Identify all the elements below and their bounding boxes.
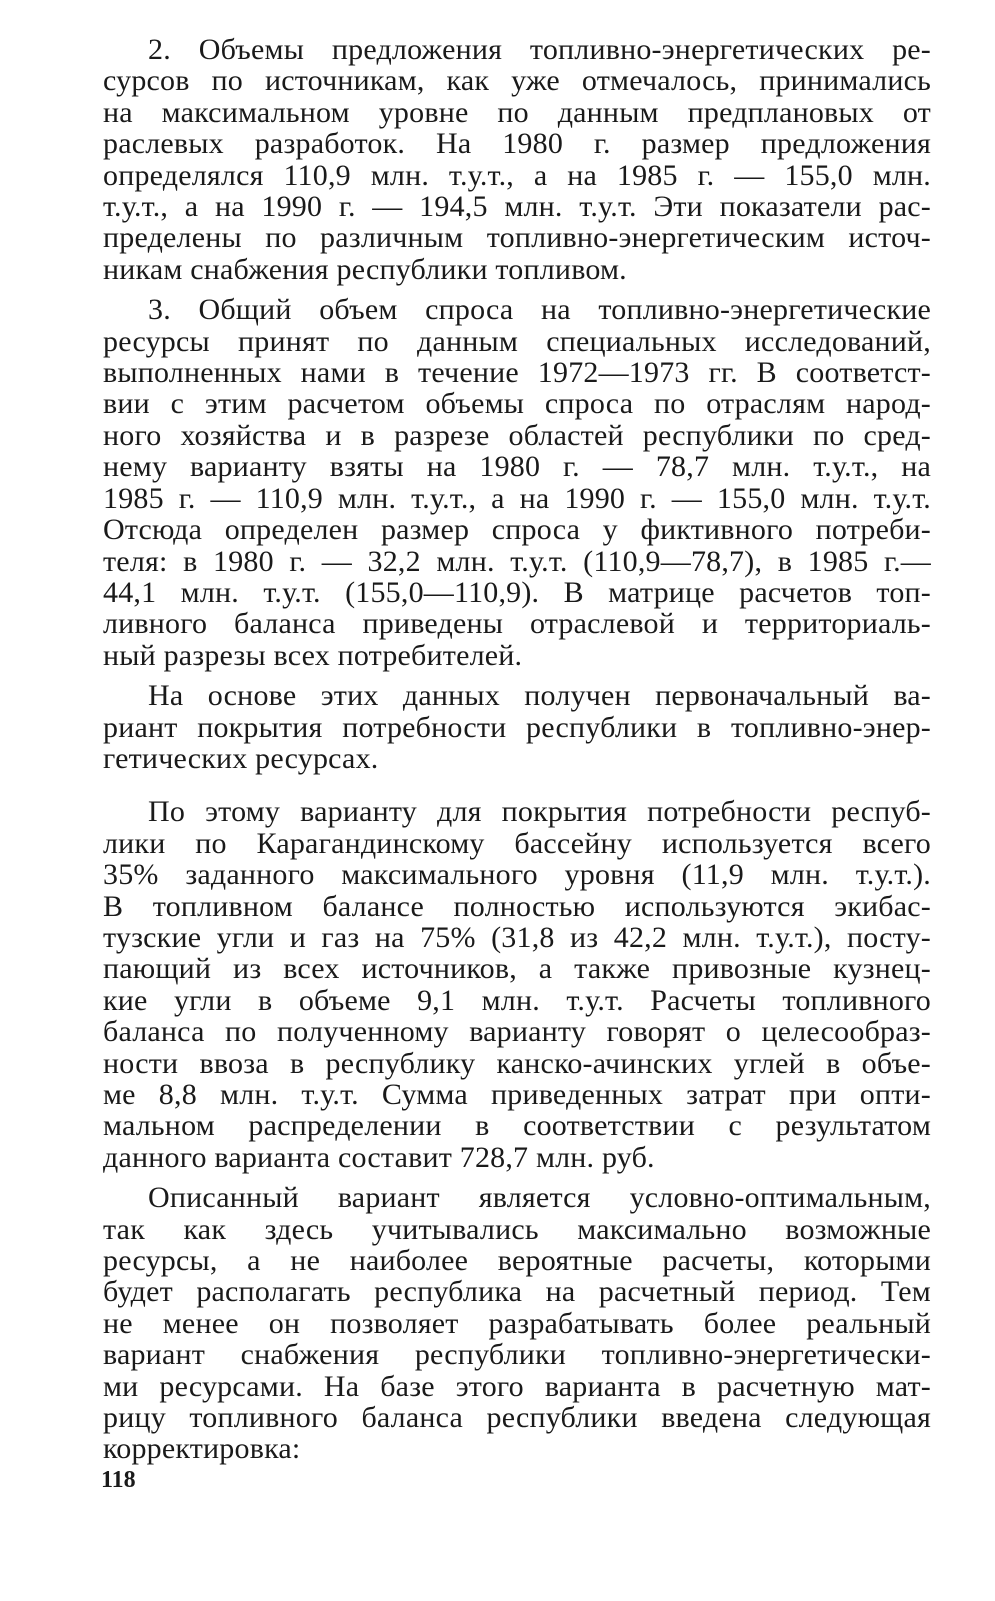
text-line: данного варианта составит 728,7 млн. руб. [103, 1140, 655, 1174]
text-line: корректировка: [103, 1432, 301, 1466]
text-line: т.у.т., а на 1990 г. — 194,5 млн. т.у.т. Эти показатели рас- [103, 190, 931, 224]
text-line: лики по Карагандинскому бассейну используется всего [103, 826, 931, 860]
text-line: 3. Общий объем спроса на топливно-энергетические [148, 293, 931, 327]
paragraph-3 [103, 680, 931, 774]
text-line: 44,1 млн. т.у.т. (155,0—110,9). В матрице расчетов топ- [103, 575, 931, 609]
text-line: не менее он позволяет разрабатывать более реальный [103, 1306, 931, 1340]
paragraph-4 [103, 796, 931, 1173]
text-line: Отсюда определен размер спроса у фиктивного потреби- [103, 513, 931, 547]
text-line: мальном распределении в соответствии с результатом [103, 1109, 931, 1143]
text-line: ресурсы принят по данным специальных исследований, [103, 324, 931, 358]
paragraph-1 [103, 34, 931, 285]
text-line: рицу топливного баланса республики введена следующая [103, 1401, 931, 1435]
text-line: 35% заданного максимального уровня (11,9 млн. т.у.т.). [103, 858, 931, 892]
text-line: По этому варианту для покрытия потребности респуб- [148, 795, 931, 829]
text-line: 1985 г. — 110,9 млн. т.у.т., а на 1990 г. — 155,0 млн. т.у.т. [103, 481, 931, 515]
text-line: тузские угли и газ на 75% (31,8 из 42,2 млн. т.у.т.), посту- [103, 920, 931, 954]
text-line: 2. Объемы предложения топливно-энергетических ре- [148, 33, 931, 66]
text-line: ми ресурсами. На базе этого варианта в расчетную мат- [103, 1369, 931, 1403]
text-line: вии с этим расчетом объемы спроса по отраслям народ- [103, 387, 931, 421]
text-line: ного хозяйства и в разрезе областей республики по сред- [103, 418, 931, 452]
text-line: на максимальном уровне по данным предплановых от [103, 95, 931, 129]
paragraph-2 [103, 294, 931, 671]
text-line: ресурсы, а не наиболее вероятные расчеты, которыми [103, 1244, 931, 1278]
text-line: теля: в 1980 г. — 32,2 млн. т.у.т. (110,9—78,7), в 1985 г.— [103, 544, 931, 578]
text-line: ный разрезы всех потребителей. [103, 638, 523, 672]
text-line: пающий из всех источников, а также привозные кузнец- [103, 952, 931, 986]
text-line: ме 8,8 млн. т.у.т. Сумма приведенных затрат при опти- [103, 1078, 931, 1111]
text-line: В топливном балансе полностью используются экибас- [103, 889, 931, 923]
page-body [103, 34, 931, 1465]
text-line: ности ввоза в республику канско-ачинских углей в объе- [103, 1046, 931, 1080]
text-line: так как здесь учитывались максимально возможные [103, 1212, 931, 1246]
text-line: вариант снабжения республики топливно-энергетически- [103, 1338, 931, 1372]
paragraph-gap [103, 774, 931, 796]
text-line: нему варианту взяты на 1980 г. — 78,7 млн. т.у.т., на [103, 450, 931, 484]
text-line: На основе этих данных получен первоначальный ва- [148, 679, 931, 713]
text-line: баланса по полученному варианту говорят о целесообраз- [103, 1015, 931, 1049]
page-number: 118 [101, 1467, 136, 1493]
text-line: сурсов по источникам, как уже отмечалось, принимались [103, 64, 931, 98]
text-line: Описанный вариант является условно-оптимальным, [148, 1181, 931, 1215]
text-line: кие угли в объеме 9,1 млн. т.у.т. Расчеты топливного [103, 983, 931, 1017]
text-line: никам снабжения республики топливом. [103, 252, 627, 286]
text-line: будет располагать республика на расчетный период. Тем [103, 1275, 931, 1309]
text-line: пределены по различным топливно-энергетическим источ- [103, 221, 931, 255]
paragraph-5 [103, 1182, 931, 1465]
text-line: гетических ресурсах. [103, 741, 379, 775]
text-line: ливного баланса приведены отраслевой и территориаль- [103, 607, 931, 641]
text-line: выполненных нами в течение 1972—1973 гг. В соответст- [103, 356, 931, 390]
text-line: раслевых разработок. На 1980 г. размер предложения [103, 127, 931, 161]
text-line: риант покрытия потребности республики в топливно-энер- [103, 710, 931, 744]
text-line: определялся 110,9 млн. т.у.т., а на 1985 г. — 155,0 млн. [103, 158, 931, 192]
